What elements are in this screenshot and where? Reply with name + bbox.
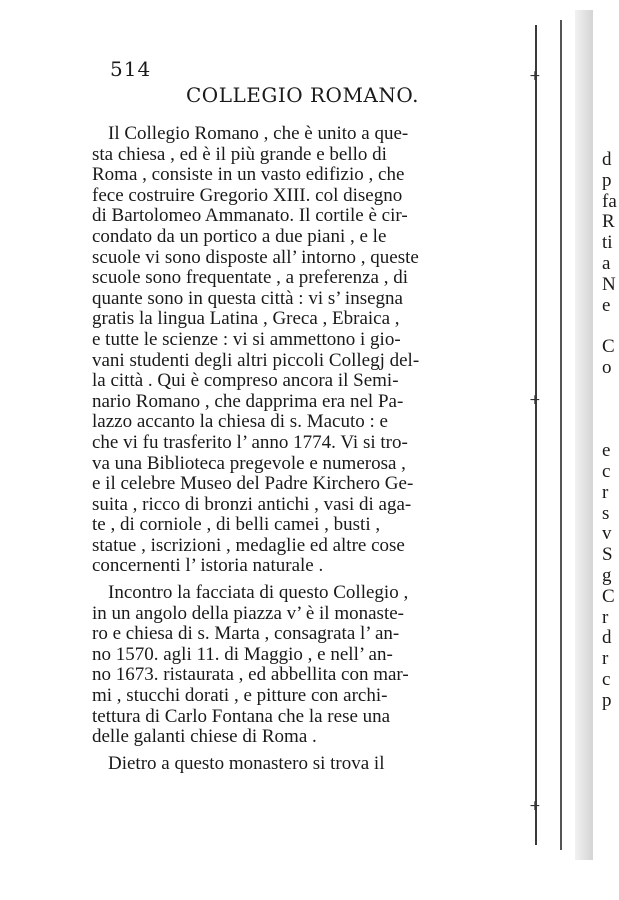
text-line: sta chiesa , ed è il più grande e bello di — [92, 143, 387, 165]
text-line: va una Biblioteca pregevole e numerosa , — [92, 452, 406, 474]
book-fold-shadow — [575, 10, 593, 860]
text-line: ro e chiesa di s. Marta , consagrata l’ an- — [92, 623, 400, 645]
binding-mark-icon: + — [529, 392, 541, 408]
text-line: in un angolo della piazza v’ è il monaste- — [92, 602, 404, 624]
text-line: Dietro a questo monastero si trova il — [108, 752, 385, 774]
text-line: lazzo accanto la chiesa di s. Macuto : e — [92, 411, 388, 433]
text-line: che vi fu trasferito l’ anno 1774. Vi si tro- — [92, 431, 408, 453]
text-line: nario Romano , che dapprima era nel Pa- — [92, 390, 404, 412]
text-line: scuole vi sono disposte all’ intorno , queste — [92, 246, 419, 268]
text-line: fece costruire Gregorio XIII. col disegno — [92, 184, 403, 206]
text-line: Il Collegio Romano , che è unito a que- — [108, 123, 409, 144]
text-line: e tutte le scienze : vi si ammettono i gio- — [92, 328, 401, 350]
text-line: tettura di Carlo Fontana che la rese una — [92, 705, 391, 727]
binding-mark-icon: + — [529, 798, 541, 814]
page-edge-rule — [560, 20, 562, 850]
page-number: 514 — [110, 57, 152, 81]
text-line: Incontro la facciata di questo Collegio , — [108, 582, 409, 604]
text-line: concernenti l’ istoria naturale . — [92, 555, 324, 577]
text-line: vani studenti degli altri piccoli Collegj del- — [92, 349, 420, 371]
facing-page-fragments: d p fa R ti a N e C o e c r s v S g C r d r c p — [602, 150, 617, 711]
text-line: te , di corniole , di belli camei , busti , — [92, 514, 381, 536]
text-line: scuole sono frequentate , a preferenza , di — [92, 267, 408, 289]
text-line: di Bartolomeo Ammanato. Il cortile è cir- — [92, 205, 408, 227]
text-line: no 1673. ristaurata , ed abbellita con mar- — [92, 664, 409, 686]
text-line: mi , stucchi dorati , e pitture con archi- — [92, 685, 388, 707]
gutter-rule — [535, 25, 537, 845]
text-line: statue , iscrizioni , medaglie ed altre cose — [92, 534, 405, 556]
text-line: no 1570. agli 11. di Maggio , e nell’ an- — [92, 643, 393, 665]
text-line: gratis la lingua Latina , Greca , Ebraica , — [92, 308, 400, 330]
text-line: la città . Qui è compreso ancora il Semi- — [92, 370, 399, 392]
binding-mark-icon: + — [529, 68, 541, 84]
text-line: Roma , consiste in un vasto edifizio , che — [92, 164, 405, 186]
text-line: e il celebre Museo del Padre Kirchero Ge- — [92, 473, 414, 495]
running-head: COLLEGIO ROMANO. — [186, 83, 419, 107]
body-text — [92, 124, 492, 774]
text-line: condato da un portico a due piani , e le — [92, 225, 387, 247]
text-line: delle galanti chiese di Roma . — [92, 726, 317, 748]
text-line: quante sono in questa città : vi s’ insegna — [92, 287, 403, 309]
text-line: suita , ricco di bronzi antichi , vasi di aga- — [92, 493, 412, 515]
